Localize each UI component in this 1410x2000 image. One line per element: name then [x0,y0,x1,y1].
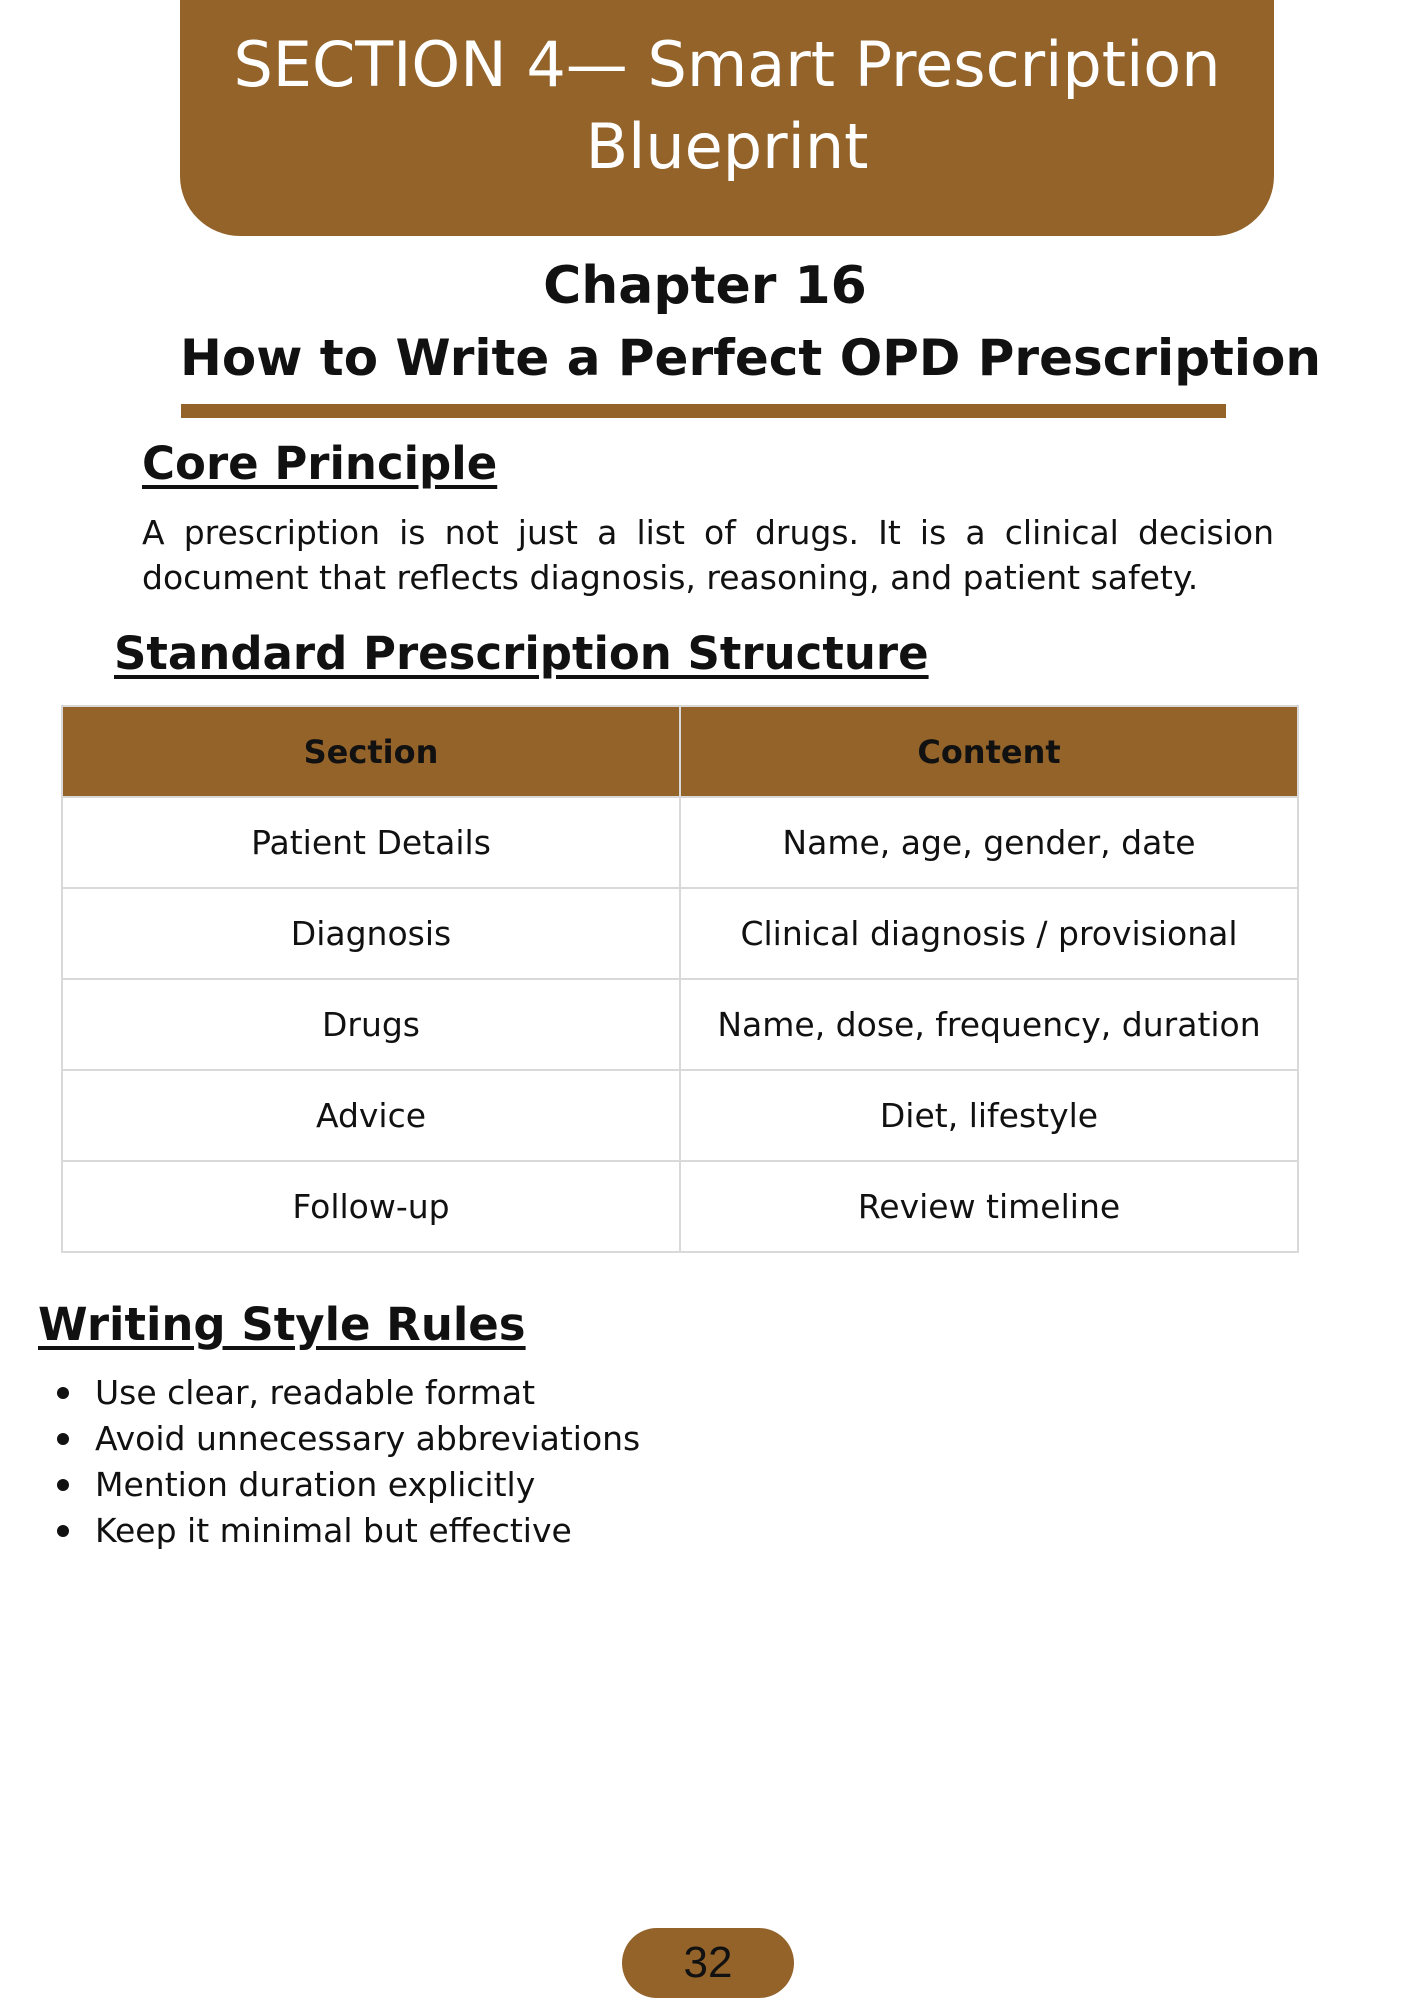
table-cell-content: Name, dose, frequency, duration [680,979,1298,1070]
table-header-row [62,706,1298,797]
table-cell-section: Drugs [62,979,680,1070]
title-divider [181,404,1226,418]
list-item-text: Use clear, readable format [95,1373,536,1412]
table-cell-section: Advice [62,1070,680,1161]
list-item [55,1416,640,1462]
bullet-icon [57,1479,69,1491]
table-row [62,797,1298,888]
writing-style-list [55,1370,640,1554]
list-item [55,1370,640,1416]
table-row [62,1161,1298,1252]
table-cell-content: Clinical diagnosis / provisional [680,888,1298,979]
column-header-section: Section [62,706,680,797]
table-row [62,1070,1298,1161]
table-row [62,979,1298,1070]
table-cell-section: Patient Details [62,797,680,888]
bullet-icon [57,1525,69,1537]
section-title-line-1: SECTION 4— Smart Prescription [233,28,1221,101]
table-cell-section: Follow-up [62,1161,680,1252]
list-item-text: Avoid unnecessary abbreviations [95,1419,641,1458]
table-cell-content: Review timeline [680,1161,1298,1252]
list-item [55,1508,640,1554]
list-item-text: Keep it minimal but effective [95,1511,572,1550]
list-item [55,1462,640,1508]
section-title-line-2: Blueprint [585,110,869,183]
core-principle-text: A prescription is not just a list of drugs. It is a clinical decision document that reflects diagnosis, reasoning, and patient safety. [142,513,1274,597]
column-header-content: Content [680,706,1298,797]
bullet-icon [57,1433,69,1445]
table-cell-section: Diagnosis [62,888,680,979]
section-banner [180,0,1274,236]
list-item-text: Mention duration explicitly [95,1465,536,1504]
bullet-icon [57,1387,69,1399]
table-row [62,888,1298,979]
structure-heading: Standard Prescription Structure [114,627,929,680]
table-cell-content: Name, age, gender, date [680,797,1298,888]
prescription-structure-table [61,705,1299,1253]
chapter-label: Chapter 16 [543,256,867,316]
page-number: 32 [622,1928,794,1998]
core-principle-heading: Core Principle [142,437,498,490]
writing-style-heading: Writing Style Rules [38,1298,526,1351]
table-cell-content: Diet, lifestyle [680,1070,1298,1161]
chapter-title: How to Write a Perfect OPD Prescription [180,329,1321,387]
